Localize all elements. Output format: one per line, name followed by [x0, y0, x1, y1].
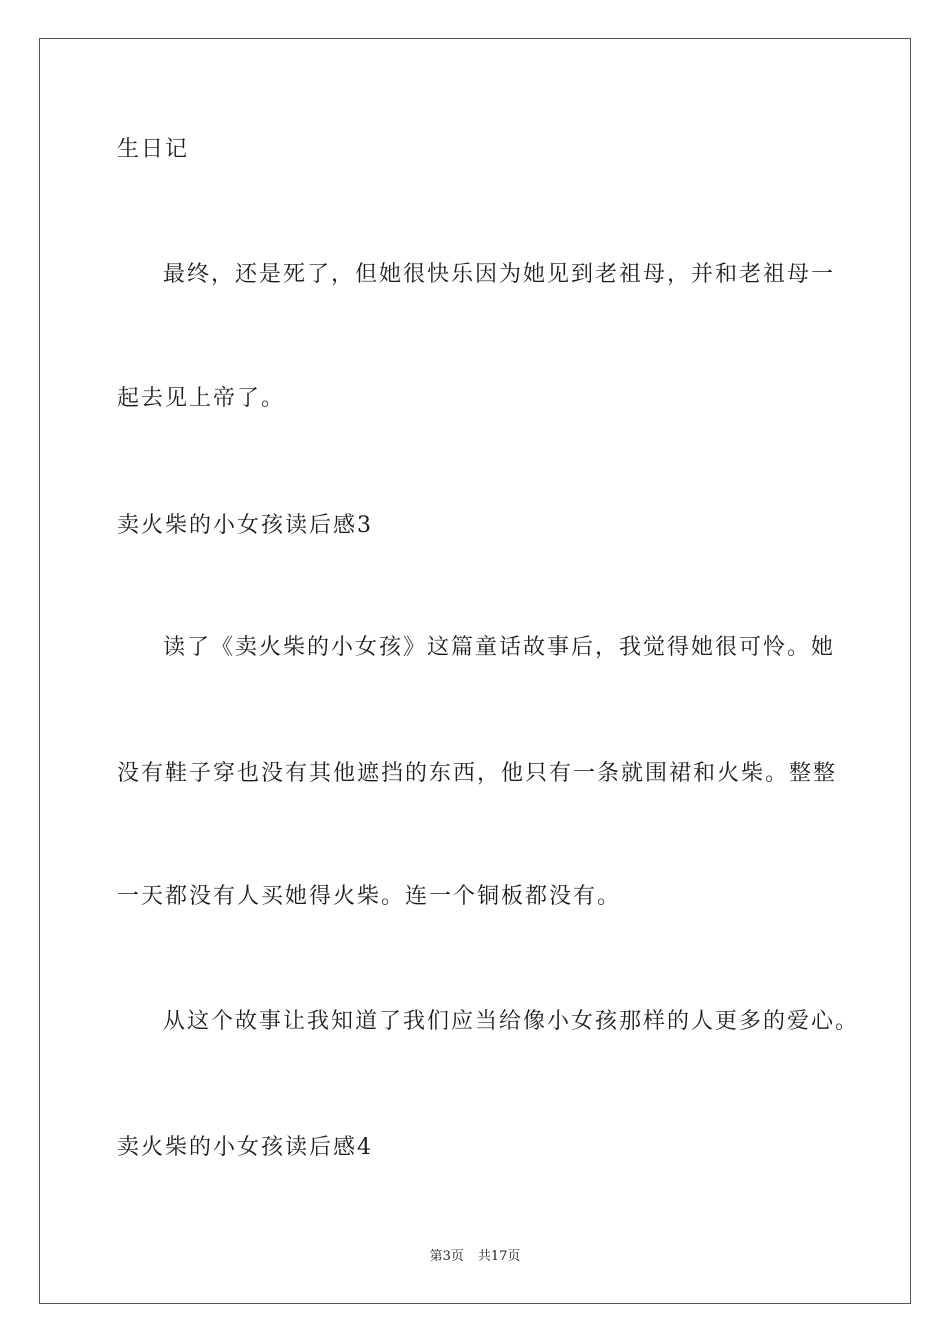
- page-number: 第3页: [429, 1249, 464, 1264]
- page-total: 共17页: [477, 1249, 521, 1264]
- paragraph-line: 一天都没有人买她得火柴。连一个铜板都没有。: [117, 884, 622, 909]
- section-heading: 卖火柴的小女孩读后感4: [117, 1135, 373, 1160]
- paragraph-line: 最终，还是死了，但她很快乐因为她见到老祖母，并和老祖母一: [163, 262, 836, 287]
- text-line-continuation: 生日记: [117, 137, 190, 162]
- paragraph-line: 读了《卖火柴的小女孩》这篇童话故事后，我觉得她很可怜。她: [163, 635, 836, 660]
- section-heading: 卖火柴的小女孩读后感3: [117, 513, 373, 538]
- page-footer: [0, 1248, 950, 1266]
- page-border: [39, 38, 911, 1304]
- paragraph-line: 没有鞋子穿也没有其他遮挡的东西，他只有一条就围裙和火柴。整整: [117, 761, 838, 786]
- paragraph-line: 从这个故事让我知道了我们应当给像小女孩那样的人更多的爱心。: [163, 1009, 860, 1034]
- paragraph-line: 起去见上帝了。: [117, 386, 286, 411]
